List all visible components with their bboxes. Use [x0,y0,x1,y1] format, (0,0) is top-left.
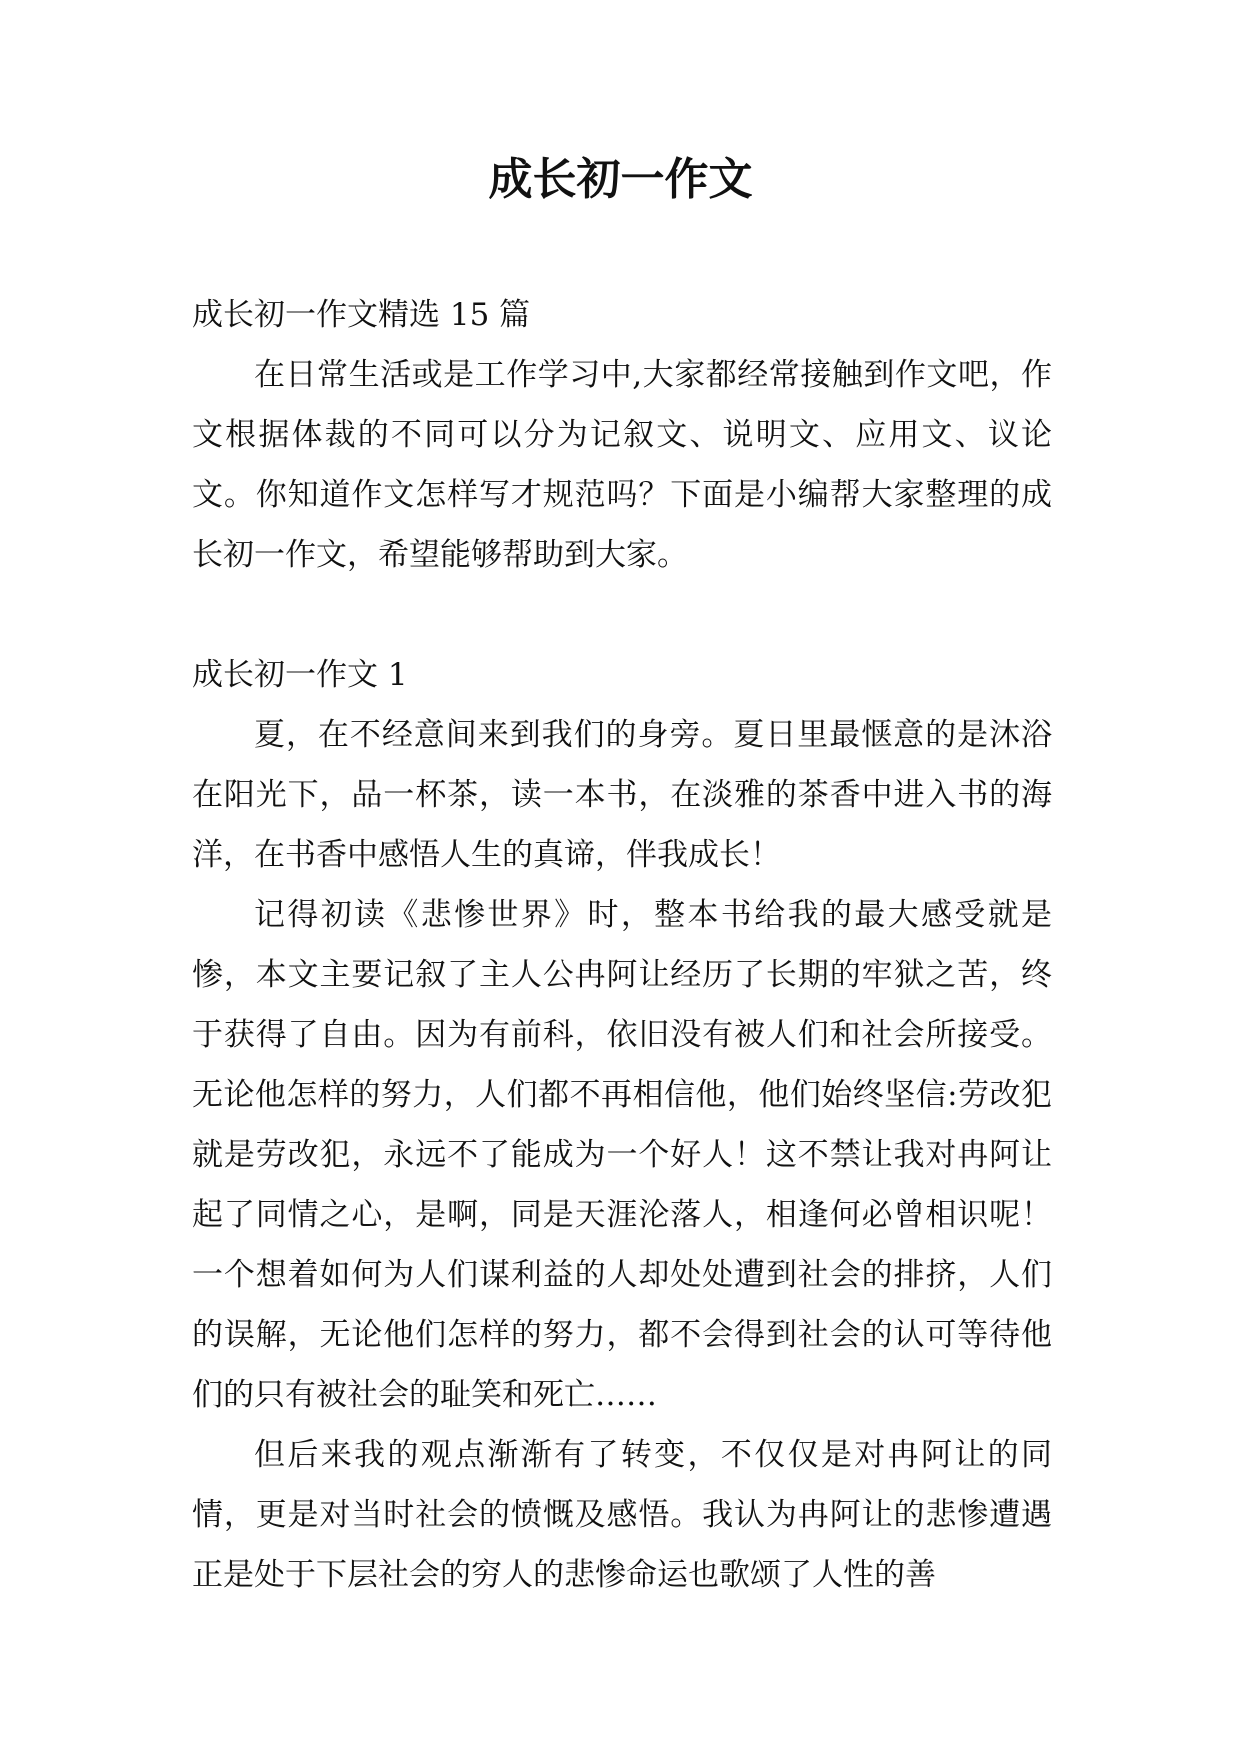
document-body [192,285,1052,1605]
intro-paragraph: 在日常生活或是工作学习中,大家都经常接触到作文吧，作文根据体裁的不同可以分为记叙文、说明文、应用文、议论文。你知道作文怎样写才规范吗？下面是小编帮大家整理的成长初一作文，希望能够帮助到大家。 [192,357,1052,573]
collection-subtitle: 成长初一作文精选 15 篇 [192,297,531,333]
section-spacer [192,585,1052,645]
section-heading: 成长初一作文 1 [192,657,408,693]
body-paragraph-1: 夏，在不经意间来到我们的身旁。夏日里最惬意的是沐浴在阳光下，品一杯茶，读一本书，在淡雅的茶香中进入书的海洋，在书香中感悟人生的真谛，伴我成长！ [192,717,1052,873]
document-title: 成长初一作文 [488,154,753,205]
body-paragraph-2: 记得初读《悲惨世界》时，整本书给我的最大感受就是惨，本文主要记叙了主人公冉阿让经历了长期的牢狱之苦，终于获得了自由。因为有前科，依旧没有被人们和社会所接受。无论他怎样的努力，人们都不再相信他，他们始终坚信:劳改犯就是劳改犯，永远不了能成为一个好人！这不禁让我对冉阿让起了同情之心，是啊，同是天涯沦落人，相逢何必曾相识呢！一个想着如何为人们谋利益的人却处处遭到社会的排挤，人们的误解，无论他们怎样的努力，都不会得到社会的认可等待他们的只有被社会的耻笑和死亡…… [192,897,1052,1413]
body-paragraph-3: 但后来我的观点渐渐有了转变，不仅仅是对冉阿让的同情，更是对当时社会的愤慨及感悟。我认为冉阿让的悲惨遭遇正是处于下层社会的穷人的悲惨命运也歌颂了人性的善 [192,1437,1052,1593]
